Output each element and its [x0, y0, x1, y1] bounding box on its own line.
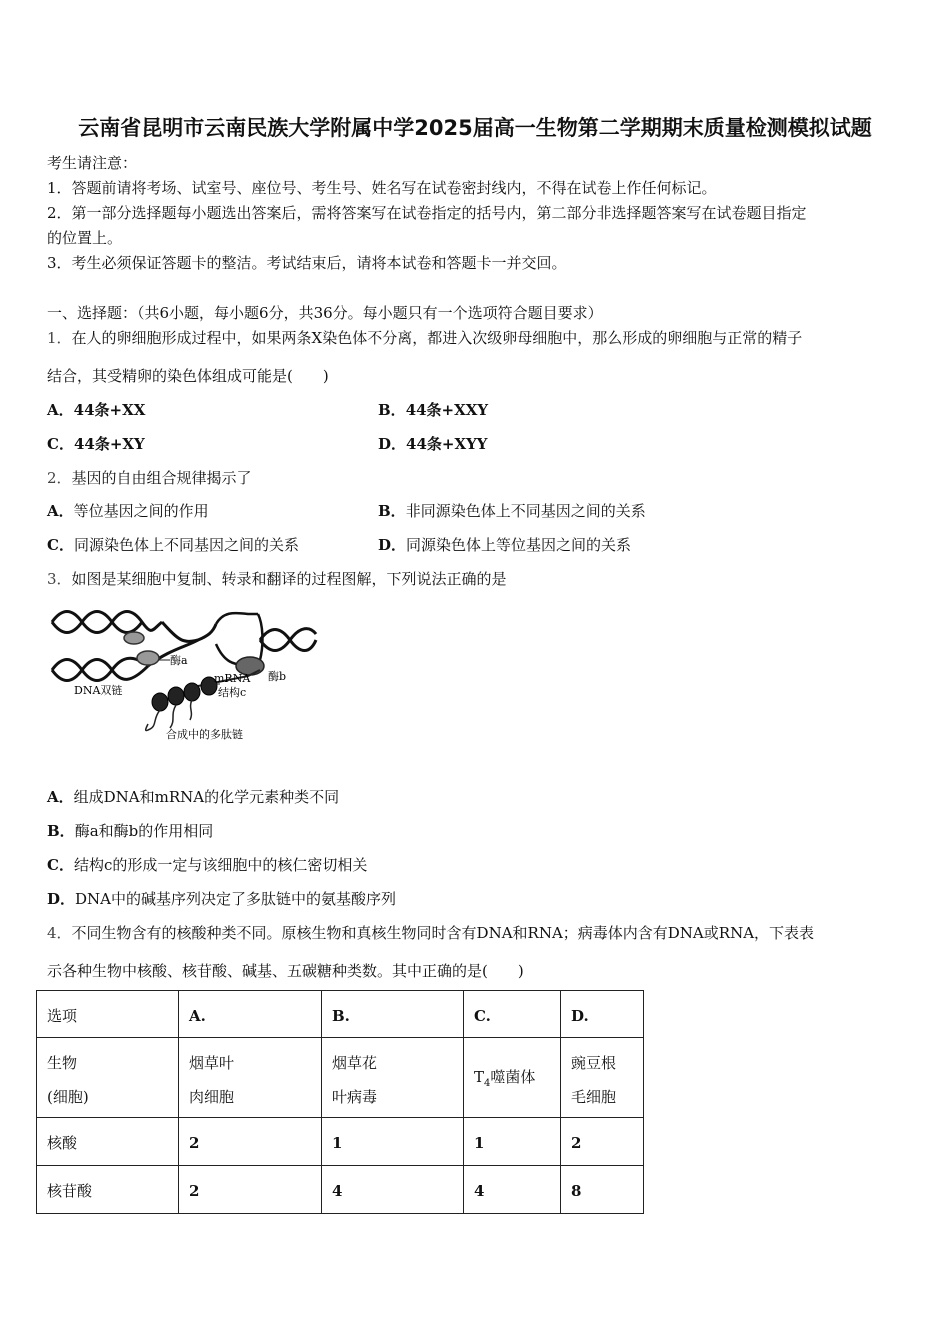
notice-item-2: 2．第一部分选择题每小题选出答案后，需将答案写在试卷指定的括号内，第二部分非选择题答案写在试卷题目指定 [47, 204, 807, 222]
question-number: 2． [47, 469, 72, 487]
label-enzyme-a: 酶a [170, 654, 188, 667]
q1-option-c[interactable]: C．44条+XY [47, 435, 145, 453]
table-header-row [37, 991, 644, 1038]
dna-strand-upper-2 [52, 612, 142, 633]
label-polypeptide: 合成中的多肽链 [166, 728, 243, 741]
dna-replication-diagram [48, 600, 328, 750]
label-structure-c: 结构c [218, 686, 247, 699]
question-text: 基因的自由组合规律揭示了 [71, 469, 252, 487]
table-cell: 2 [179, 1118, 322, 1166]
question-4-cont: 示各种生物中核酸、核苷酸、碱基、五碳糖种类数。其中正确的是( ) [47, 962, 524, 980]
label-mrna: mRNA [214, 672, 251, 685]
table-cell: C. [464, 991, 561, 1038]
question-number: 1． [47, 329, 72, 347]
table-cell: 4 [322, 1166, 464, 1214]
dna-strand-lower-2 [52, 660, 148, 681]
table-cell: 选项 [37, 991, 179, 1038]
nucleic-acid-table [36, 990, 644, 1214]
table-cell: 4 [464, 1166, 561, 1214]
question-3 [47, 568, 507, 589]
table-cell: 1 [322, 1118, 464, 1166]
notice-header: 考生请注意： [47, 154, 138, 172]
exam-title: 云南省昆明市云南民族大学附属中学2025届高一生物第二学期期末质量检测模拟试题 [78, 116, 872, 140]
question-number: 3． [47, 570, 72, 588]
q1-option-d[interactable]: D．44条+XYY [378, 435, 488, 453]
table-cell: 生物 (细胞) [37, 1038, 179, 1118]
q2-option-b[interactable]: B．非同源染色体上不同基因之间的关系 [378, 502, 646, 520]
question-4 [47, 922, 814, 943]
ribosome [168, 687, 184, 705]
table-cell: 豌豆根 毛细胞 [561, 1038, 644, 1118]
enzyme-a-blob [137, 651, 159, 665]
table-cell: 8 [561, 1166, 644, 1214]
transcription-bubble-top [216, 613, 258, 624]
q3-option-c[interactable]: C．结构c的形成一定与该细胞中的核仁密切相关 [47, 856, 368, 874]
notice-item-3: 3．考生必须保证答题卡的整洁。考试结束后，请将本试卷和答题卡一并交回。 [47, 254, 567, 272]
enzyme-blob [124, 632, 144, 644]
replication-fork-top [162, 622, 216, 641]
polypeptide-chain [146, 710, 160, 731]
table-cell: 2 [561, 1118, 644, 1166]
question-text: 在人的卵细胞形成过程中，如果两条X染色体不分离，都进入次级卵母细胞中，那么形成的卵细胞与正常的精子 [71, 329, 803, 347]
dna-strand-lower [52, 658, 142, 680]
question-text: 不同生物含有的核酸种类不同。原核生物和真核生物同时含有DNA和RNA；病毒体内含有DNA或RNA，下表表 [71, 924, 815, 942]
table-cell: 核酸 [37, 1118, 179, 1166]
q2-option-a[interactable]: A．等位基因之间的作用 [47, 502, 209, 520]
table-cell: 烟草叶 肉细胞 [179, 1038, 322, 1118]
q3-option-b[interactable]: B．酶a和酶b的作用相同 [47, 822, 214, 840]
q3-option-a[interactable]: A．组成DNA和mRNA的化学元素种类不同 [47, 788, 340, 806]
table-cell: A. [179, 991, 322, 1038]
question-2 [47, 467, 252, 488]
question-1 [47, 327, 802, 348]
table-cell: B. [322, 991, 464, 1038]
polypeptide-chain [190, 700, 192, 720]
label-enzyme-b: 酶b [268, 670, 287, 683]
table-row-organism [37, 1038, 644, 1118]
table-cell: 2 [179, 1166, 322, 1214]
table-cell: $T_4$噬菌体 [464, 1038, 561, 1118]
table-cell: 烟草花 叶病毒 [322, 1038, 464, 1118]
table-row [37, 1166, 644, 1214]
question-number: 4． [47, 924, 72, 942]
notice-item-2-cont: 的位置上。 [47, 229, 123, 247]
label-dna: DNA双链 [74, 684, 123, 697]
section-heading: 一、选择题：（共6小题，每小题6分，共36分。每小题只有一个选项符合题目要求） [47, 304, 603, 322]
polypeptide-chain [170, 705, 176, 728]
table-row [37, 1118, 644, 1166]
q1-option-b[interactable]: B．44条+XXY [378, 401, 489, 419]
question-1-cont: 结合，其受精卵的染色体组成可能是( ) [47, 367, 329, 385]
table-cell: D. [561, 991, 644, 1038]
question-text: 如图是某细胞中复制、转录和翻译的过程图解，下列说法正确的是 [71, 570, 507, 588]
q1-option-a[interactable]: A．44条+XX [47, 401, 146, 419]
ribosome [152, 693, 168, 711]
q2-option-c[interactable]: C．同源染色体上不同基因之间的关系 [47, 536, 299, 554]
q2-option-d[interactable]: D．同源染色体上等位基因之间的关系 [378, 536, 632, 554]
ribosome [184, 683, 200, 701]
notice-item-1: 1．答题前请将考场、试室号、座位号、考生号、姓名写在试卷密封线内，不得在试卷上作任何标记。 [47, 179, 717, 197]
q3-option-d[interactable]: D．DNA中的碱基序列决定了多肽链中的氨基酸序列 [47, 890, 397, 908]
table-cell: 1 [464, 1118, 561, 1166]
table-cell: 核苷酸 [37, 1166, 179, 1214]
